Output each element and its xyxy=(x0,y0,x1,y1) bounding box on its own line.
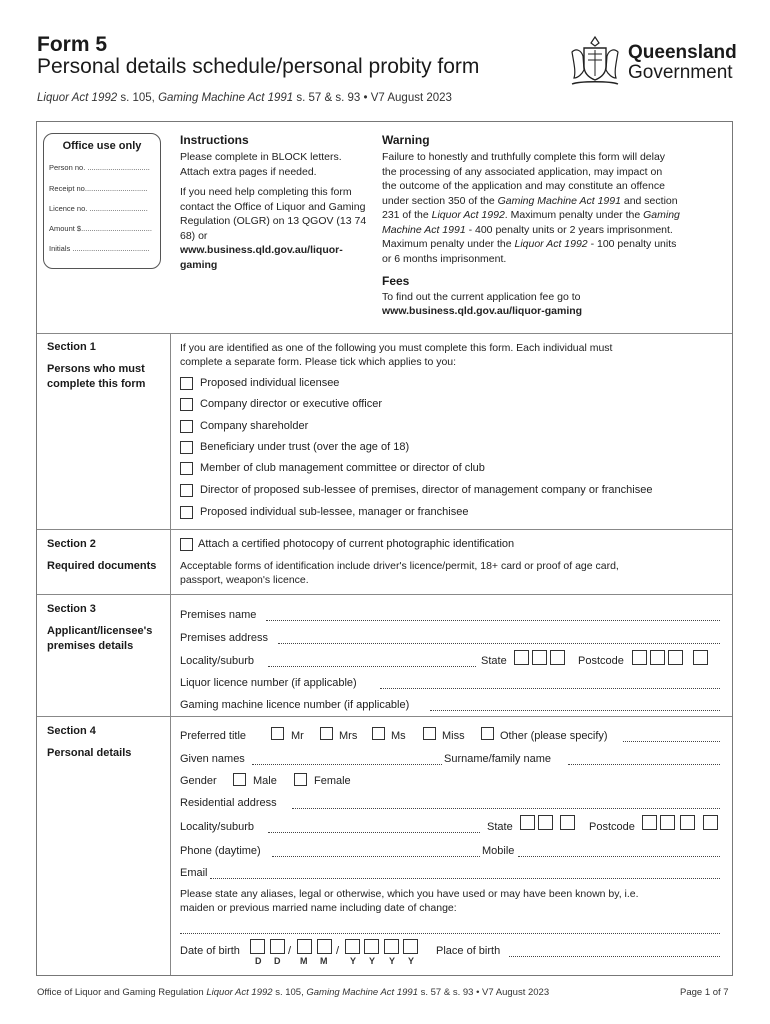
box-dob-year-1[interactable] xyxy=(345,939,360,954)
checkbox-company-director[interactable] xyxy=(180,398,193,411)
section1-intro-2: complete a separate form. Please tick which applies to you: xyxy=(180,356,457,368)
label-residential-postcode: Postcode xyxy=(589,821,635,833)
label-sub-lessee-director: Director of proposed sub-lessee of premises, director of management company or franchisee xyxy=(200,484,653,496)
divider-section3 xyxy=(37,594,732,595)
section1-subtitle: Persons who must complete this form xyxy=(47,363,146,390)
dob-label-y3: Y xyxy=(389,956,396,966)
box-premises-postcode-1[interactable] xyxy=(632,650,647,665)
aliases-text-2: maiden or previous married name including date of change: xyxy=(180,902,457,914)
warning-heading: Warning xyxy=(382,133,430,147)
section2-title: Section 2 xyxy=(47,538,96,550)
checkbox-photo-id[interactable] xyxy=(180,538,193,551)
input-residential-locality[interactable] xyxy=(268,822,480,833)
instructions-heading: Instructions xyxy=(180,133,249,147)
footer-org: Office of Liquor and Gaming Regulation xyxy=(37,987,204,998)
fees-heading: Fees xyxy=(382,274,410,288)
warning-line-7 xyxy=(382,237,727,252)
dob-slash-1: / xyxy=(288,945,292,957)
label-mobile: Mobile xyxy=(482,845,515,857)
warning-line-5d: Gaming xyxy=(643,209,680,221)
box-residential-state-1[interactable] xyxy=(520,815,535,830)
act-gaming: Gaming Machine Act 1991 xyxy=(158,92,294,104)
label-premises-state: State xyxy=(481,655,507,667)
warning-line-5c: . Maximum penalty under the xyxy=(504,209,644,221)
checkbox-gender-female[interactable] xyxy=(294,773,307,786)
input-mobile[interactable] xyxy=(518,846,720,857)
label-title-ms: Ms xyxy=(391,730,406,742)
section1-intro-1: If you are identified as one of the following you must complete this form. Each individual must xyxy=(180,342,613,354)
section4-subtitle: Personal details xyxy=(47,747,132,759)
warning-line-4b: Gaming Machine Act 1991 xyxy=(497,194,621,207)
box-dob-month-2[interactable] xyxy=(317,939,332,954)
warning-line-5a: 231 of the xyxy=(382,209,432,221)
input-premises-locality[interactable] xyxy=(268,656,476,667)
label-gaming-licence: Gaming machine licence number (if applicable) xyxy=(180,699,410,711)
input-given-names[interactable] xyxy=(252,754,442,765)
warning-line-3: the outcome of the application and may constitute an offence xyxy=(382,180,665,192)
section1-title: Section 1 xyxy=(47,341,96,353)
input-premises-name[interactable] xyxy=(266,610,720,621)
box-premises-postcode-4[interactable] xyxy=(693,650,708,665)
warning-line-6a: Machine Act 1991 xyxy=(382,223,466,236)
label-gender: Gender xyxy=(180,775,217,787)
divider-section1 xyxy=(37,333,732,334)
dob-label-d2: D xyxy=(274,956,281,966)
checkbox-company-shareholder[interactable] xyxy=(180,420,193,433)
label-title-mr: Mr xyxy=(291,730,304,742)
label-individual-sub-lessee: Proposed individual sub-lessee, manager or franchisee xyxy=(200,506,469,518)
box-residential-state-2[interactable] xyxy=(538,815,553,830)
warning-line-7c: - 100 penalty units xyxy=(587,238,677,250)
checkbox-sub-lessee-director[interactable] xyxy=(180,484,193,497)
box-premises-state-2[interactable] xyxy=(532,650,547,665)
label-title-mrs: Mrs xyxy=(339,730,358,742)
logo-queensland: Queensland xyxy=(628,42,737,63)
input-residential-address[interactable] xyxy=(292,798,720,809)
label-premises-name: Premises name xyxy=(180,609,257,621)
label-premises-locality: Locality/suburb xyxy=(180,655,254,667)
instructions-link[interactable]: www.business.qld.gov.au/liquor-gaming xyxy=(180,244,343,271)
label-premises-postcode: Postcode xyxy=(578,655,624,667)
label-residential-address: Residential address xyxy=(180,797,277,809)
label-residential-locality: Locality/suburb xyxy=(180,821,254,833)
divider-section4 xyxy=(37,716,732,717)
checkbox-gender-male[interactable] xyxy=(233,773,246,786)
instructions-p2: If you need help completing this form contact the Office of Liquor and Gaming Regulation (OLGR) on 13 QGOV (13 74 68) or xyxy=(180,186,367,242)
footer-act-gaming: Gaming Machine Act 1991 xyxy=(306,987,418,998)
divider-section2 xyxy=(37,529,732,530)
checkbox-beneficiary-trust[interactable] xyxy=(180,441,193,454)
warning-text xyxy=(382,150,727,266)
office-initials: Initials ..................................... xyxy=(49,244,150,253)
checkbox-title-ms[interactable] xyxy=(372,727,385,740)
input-place-of-birth[interactable] xyxy=(509,946,720,957)
box-residential-postcode-4[interactable] xyxy=(703,815,718,830)
form-number: Form 5 xyxy=(37,33,108,56)
fees-text: To find out the current application fee go to xyxy=(382,291,581,303)
warning-line-7b: Liquor Act 1992 xyxy=(514,238,588,250)
warning-line-5 xyxy=(382,208,727,223)
label-company-shareholder: Company shareholder xyxy=(200,420,309,432)
box-residential-postcode-3[interactable] xyxy=(680,815,695,830)
section3-title: Section 3 xyxy=(47,603,96,615)
label-premises-address: Premises address xyxy=(180,632,269,644)
aliases-text-1: Please state any aliases, legal or otherwise, which you have used or may have been known by, i.e. xyxy=(180,888,639,900)
box-premises-state-3[interactable] xyxy=(550,650,565,665)
legislation-line xyxy=(37,92,452,104)
box-dob-day-2[interactable] xyxy=(270,939,285,954)
dob-label-y2: Y xyxy=(369,956,376,966)
box-dob-day-1[interactable] xyxy=(250,939,265,954)
label-preferred-title: Preferred title xyxy=(180,730,247,742)
input-email[interactable] xyxy=(210,868,720,879)
box-dob-year-2[interactable] xyxy=(364,939,379,954)
warning-line-2: the processing of any associated application, may impact on xyxy=(382,165,663,178)
section2-text-2: passport, weapon's licence. xyxy=(180,574,309,586)
checkbox-individual-sub-lessee[interactable] xyxy=(180,506,193,519)
input-surname[interactable] xyxy=(568,754,720,765)
label-title-other: Other (please specify) xyxy=(500,730,608,742)
office-use-title: Office use only xyxy=(62,140,142,152)
footer-sec-liquor: s. 105, xyxy=(275,987,304,998)
box-premises-postcode-2[interactable] xyxy=(650,650,665,665)
footer-act-liquor: Liquor Act 1992 xyxy=(206,987,273,998)
dob-label-y1: Y xyxy=(350,956,357,966)
office-person-no: Person no. .............................. xyxy=(49,163,150,172)
version-date: • V7 August 2023 xyxy=(363,92,452,104)
warning-line-4 xyxy=(382,194,727,209)
office-receipt-no: Receipt no.............................. xyxy=(49,184,148,193)
logo-government: Government xyxy=(628,62,733,83)
dob-label-m1: M xyxy=(300,956,308,966)
label-photo-id: Attach a certified photocopy of current photographic identification xyxy=(198,538,515,550)
warning-line-6b: - 400 penalty units or 2 years imprisonment. xyxy=(465,223,673,236)
section2-subtitle: Required documents xyxy=(47,560,157,572)
instructions-p1: Please complete in BLOCK letters. Attach extra pages if needed. xyxy=(180,151,342,178)
checkbox-title-mrs[interactable] xyxy=(320,727,333,740)
checkbox-club-member[interactable] xyxy=(180,462,193,475)
section4-title: Section 4 xyxy=(47,725,96,737)
form-title: Personal details schedule/personal probity form xyxy=(37,55,480,78)
warning-line-5b: Liquor Act 1992 xyxy=(431,209,505,221)
label-residential-state: State xyxy=(487,821,513,833)
column-divider xyxy=(170,333,171,975)
dob-label-y4: Y xyxy=(408,956,415,966)
warning-line-7a: Maximum penalty under the xyxy=(382,238,515,250)
input-title-other[interactable] xyxy=(623,731,720,742)
checkbox-title-mr[interactable] xyxy=(271,727,284,740)
footer-text xyxy=(37,987,549,998)
footer-sec-gaming: s. 57 & s. 93 • V7 August 2023 xyxy=(420,987,550,998)
dob-label-m2: M xyxy=(320,956,328,966)
warning-line-8: or 6 months imprisonment. xyxy=(382,252,507,265)
box-residential-postcode-1[interactable] xyxy=(642,815,657,830)
warning-line-4c: and section xyxy=(620,194,678,207)
label-place-of-birth: Place of birth xyxy=(436,945,501,957)
dob-label-d1: D xyxy=(255,956,262,966)
label-company-director: Company director or executive officer xyxy=(200,398,382,410)
office-use-box xyxy=(43,133,161,269)
label-email: Email xyxy=(180,867,208,879)
fees-link[interactable]: www.business.qld.gov.au/liquor-gaming xyxy=(382,305,583,317)
label-title-miss: Miss xyxy=(442,730,465,742)
checkbox-individual-licensee[interactable] xyxy=(180,377,193,390)
warning-line-1: Failure to honestly and truthfully complete this form will delay xyxy=(382,151,666,163)
box-residential-state-3[interactable] xyxy=(560,815,575,830)
label-liquor-licence: Liquor licence number (if applicable) xyxy=(180,677,357,689)
box-residential-postcode-2[interactable] xyxy=(660,815,675,830)
input-gaming-licence[interactable] xyxy=(430,700,720,711)
dob-slash-2: / xyxy=(336,945,340,957)
input-aliases[interactable] xyxy=(180,923,720,934)
box-dob-month-1[interactable] xyxy=(297,939,312,954)
box-premises-postcode-3[interactable] xyxy=(668,650,683,665)
office-amount: Amount $.................................. xyxy=(49,224,152,233)
section2-text-1: Acceptable forms of identification include driver's licence/permit, 18+ card or proof of age card, xyxy=(180,560,619,572)
input-premises-address[interactable] xyxy=(278,633,720,644)
label-surname: Surname/family name xyxy=(444,753,551,765)
checkbox-title-other[interactable] xyxy=(481,727,494,740)
box-dob-year-4[interactable] xyxy=(403,939,418,954)
label-individual-licensee: Proposed individual licensee xyxy=(200,377,340,389)
qld-government-logo xyxy=(566,34,736,90)
act-liquor: Liquor Act 1992 xyxy=(37,92,118,104)
box-dob-year-3[interactable] xyxy=(384,939,399,954)
checkbox-title-miss[interactable] xyxy=(423,727,436,740)
section3-subtitle: Applicant/licensee's premises details xyxy=(47,625,153,652)
warning-line-6 xyxy=(382,223,727,238)
act-liquor-section: s. 105, xyxy=(120,92,155,104)
office-licence-no: Licence no. ............................ xyxy=(49,204,148,213)
label-beneficiary-trust: Beneficiary under trust (over the age of 18) xyxy=(200,441,410,453)
act-gaming-section: s. 57 & s. 93 xyxy=(296,92,361,104)
label-date-of-birth: Date of birth xyxy=(180,945,240,957)
warning-line-4a: under section 350 of the xyxy=(382,194,498,207)
coat-of-arms-icon xyxy=(566,34,624,90)
label-phone: Phone (daytime) xyxy=(180,845,261,857)
box-premises-state-1[interactable] xyxy=(514,650,529,665)
page-number: Page 1 of 7 xyxy=(680,987,729,998)
label-gender-female: Female xyxy=(314,775,351,787)
input-phone[interactable] xyxy=(272,846,480,857)
label-club-member: Member of club management committee or director of club xyxy=(200,462,485,474)
label-gender-male: Male xyxy=(253,775,277,787)
label-given-names: Given names xyxy=(180,753,245,765)
input-liquor-licence[interactable] xyxy=(380,678,720,689)
